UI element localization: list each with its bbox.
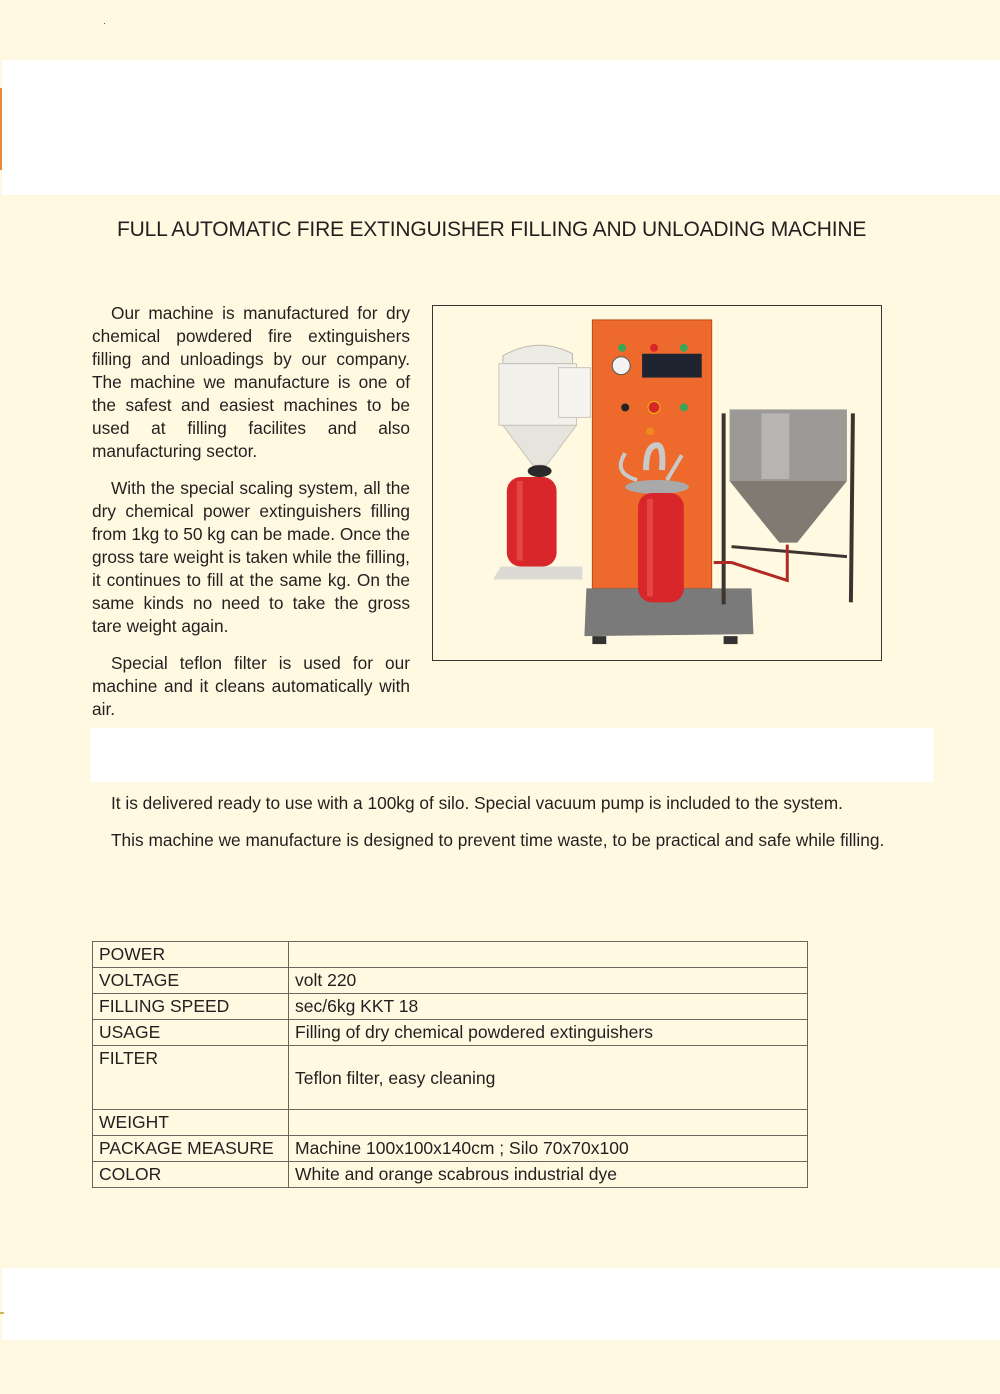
intro-paragraph: With the special scaling system, all the dry chemical power extinguishers filling from 1kg to 50 kg can be made. Once the gross tare weight is taken while the filling, it continues to fill at the same kg. On the same kinds no need to take the gross tare weight again. [92, 478, 410, 636]
powder-hopper [499, 345, 590, 477]
product-photo [432, 305, 882, 661]
table-row [93, 1046, 808, 1110]
table-row [93, 1136, 808, 1162]
left-edge-accent [0, 88, 2, 170]
center-extinguisher [638, 493, 684, 602]
spec-label: USAGE [93, 1020, 289, 1046]
spec-label: PACKAGE MEASURE [93, 1136, 289, 1162]
design-text [92, 829, 932, 852]
spec-value: sec/6kg KKT 18 [289, 994, 808, 1020]
header-blank-band [2, 60, 1000, 195]
filling-machine-illustration [433, 306, 881, 660]
delivery-paragraph: It is delivered ready to use with a 100kg of silo. Special vacuum pump is included to the system. [111, 793, 843, 813]
spec-value: Teflon filter, easy cleaning [289, 1046, 808, 1110]
table-row [93, 1162, 808, 1188]
table-row [93, 1110, 808, 1136]
spec-value: volt 220 [289, 968, 808, 994]
spec-label: VOLTAGE [93, 968, 289, 994]
footer-blank-band [2, 1268, 1000, 1340]
table-row [93, 942, 808, 968]
spec-label: POWER [93, 942, 289, 968]
mid-blank-band [90, 728, 934, 782]
table-row [93, 968, 808, 994]
intro-paragraph: Special teflon filter is used for our machine and it cleans automatically with air. [92, 653, 410, 719]
spec-label: WEIGHT [93, 1110, 289, 1136]
specs-table [92, 941, 808, 1188]
intro-paragraph: Our machine is manufactured for dry chemical powdered fire extinguishers filling and unloadings by our company. The machine we manufacture is one of the safest and easiest machines to be used at filling facilites and also manufacturing sector. [92, 303, 410, 461]
stray-mark [104, 23, 105, 24]
steel-silo [714, 409, 853, 604]
table-row [93, 994, 808, 1020]
spec-label: FILTER [93, 1046, 289, 1110]
spec-label: FILLING SPEED [93, 994, 289, 1020]
page-title: FULL AUTOMATIC FIRE EXTINGUISHER FILLING AND UNLOADING MACHINE [117, 218, 867, 241]
intro-text [92, 302, 410, 735]
left-edge-tick [0, 1312, 4, 1314]
spec-value [289, 1110, 808, 1136]
delivery-text [92, 792, 932, 815]
spec-value [289, 942, 808, 968]
spec-value: White and orange scabrous industrial dye [289, 1162, 808, 1188]
spec-value: Filling of dry chemical powdered extinguishers [289, 1020, 808, 1046]
spec-label: COLOR [93, 1162, 289, 1188]
left-extinguisher [493, 477, 582, 579]
design-paragraph: This machine we manufacture is designed to prevent time waste, to be practical and safe while filling. [111, 830, 885, 850]
table-row [93, 1020, 808, 1046]
spec-value: Machine 100x100x140cm ; Silo 70x70x100 [289, 1136, 808, 1162]
